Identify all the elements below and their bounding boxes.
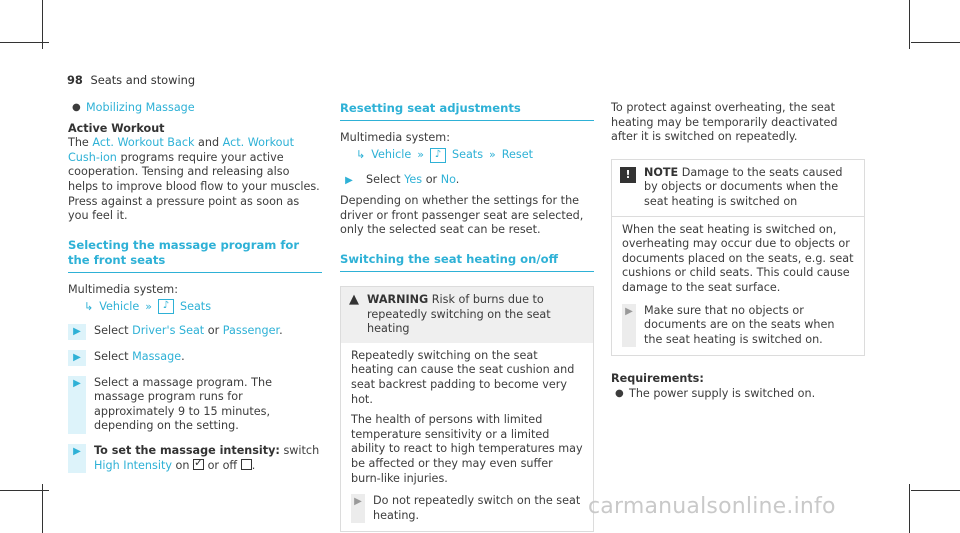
step-text: Select a massage program. The massage program runs for approximately 9 to 15 minutes, depending on the setting. [94,375,272,433]
warning-label: WARNING [367,292,429,306]
note-text: Damage to the seats caused by objects or documents when the seat heating is switched on [644,165,843,208]
checkbox-checked-icon [193,459,204,470]
text: programs require your active cooperation. Tensing and releasing also helps to improve blood flow to your muscles. Press against a pressure point as soon as you feel it. [68,150,320,223]
play-icon: ▶ [73,377,81,389]
crop-mark [909,484,910,533]
text: or [204,324,223,338]
section-heading: Switching the seat heating on/off [340,252,594,272]
watermark: carmanualsonline.info [588,494,836,519]
warning-step [351,494,583,523]
active-workout-title: Active Workout [68,121,165,135]
page-header [67,73,195,88]
step-item [68,376,322,434]
path-vehicle[interactable]: Vehicle [371,147,412,161]
step-marker [68,376,86,434]
play-icon: ▶ [625,305,633,317]
step-marker [351,494,365,523]
chevron-double-icon: » [417,147,424,161]
yes-link[interactable]: Yes [404,172,423,186]
seat-icon: ♪ [430,148,446,163]
note-paragraph: When the seat heating is switched on, overheating may occur due to objects or documents placed on the seats, e.g. seat cushions or child seats. This could cause damage to the seat surface. [622,222,854,294]
passenger-link[interactable]: Passenger [222,324,280,338]
text: switch [279,443,320,457]
note-step [622,304,854,348]
play-icon: ▶ [73,326,81,338]
step-text [358,173,459,189]
crop-mark [0,42,49,43]
crop-mark [909,0,910,49]
text: and [194,136,223,150]
system-label: Multimedia system: [68,282,178,296]
step-item [68,444,322,473]
drivers-seat-link[interactable]: Driver's Seat [132,324,205,338]
text: or [422,172,441,186]
section-heading: Selecting the massage program for the front seats [68,238,322,273]
warning-paragraph: The health of persons with limited temperature sensitivity or a limited ability to react to high temperatures may be affected or they may even suffer burn-like injuries. [351,413,583,485]
text: . [279,324,283,338]
crop-mark [911,490,960,491]
warning-icon: ▲ [349,291,359,307]
path-arrow-icon: ↳ [84,299,94,313]
chevron-double-icon: » [145,299,152,313]
note-label: NOTE [644,165,679,179]
warning-body [341,343,593,532]
step-marker [68,324,86,340]
requirement-text: The power supply is switched on. [629,386,816,400]
text: Select [94,324,133,338]
mobilizing-massage-link[interactable]: Mobilizing Massage [86,101,195,114]
crop-mark [42,484,43,533]
text: . [455,172,460,186]
bullet-icon: ● [72,102,81,113]
path-arrow-icon: ↳ [356,147,366,161]
warning-paragraph: Repeatedly switching on the seat heating can cause the seat cushion and seat backrest padding to become very hot. [351,348,575,406]
crop-mark [0,490,49,491]
menu-path [68,299,322,314]
path-seats[interactable]: Seats [451,147,484,161]
warning-box [340,286,594,532]
play-icon: ▶ [73,351,81,363]
play-icon: ▶ [345,174,353,186]
step-bold: To set the massage intensity: [94,443,280,457]
no-link[interactable]: No [440,172,456,186]
active-workout-block [68,122,322,224]
step-text [86,444,322,473]
seat-icon: ♪ [158,299,174,314]
play-icon: ▶ [354,496,362,508]
step-text [86,350,185,366]
massage-link[interactable]: Massage [132,349,182,363]
path-seats[interactable]: Seats [179,299,212,313]
note-title [644,166,856,210]
high-intensity-link[interactable]: High Intensity [94,458,172,472]
page-number: 98 [67,73,83,87]
step-marker [68,444,86,473]
overheat-paragraph: To protect against overheating, the seat heating may be temporarily deactivated after it is switched on repeatedly. [611,101,838,144]
requirements-title: Requirements: [611,372,704,386]
text: Select [366,172,405,186]
warning-text: Risk of burns due to repeatedly switching on the seat heating [367,292,551,336]
reset-paragraph: Depending on whether the settings for the driver or front passenger seat are selected, only the selected seat can be reset. [340,194,584,237]
bullet-icon: ● [615,387,624,399]
system-label: Multimedia system: [340,131,450,144]
text: The [68,136,93,150]
list-item [611,387,865,402]
step-marker [68,350,86,366]
section-heading: Resetting seat adjustments [340,101,594,121]
act-workout-back-link[interactable]: Act. Workout Back [92,136,195,150]
list-item [68,101,322,116]
active-workout-text [68,136,322,224]
step-text: Do not repeatedly switch on the seat heating. [373,494,581,522]
menu-path [340,148,594,163]
checkbox-unchecked-icon [241,459,252,470]
step-text [86,324,283,340]
path-reset[interactable]: Reset [501,147,534,161]
step-item [340,173,594,189]
warning-header [341,287,593,343]
step-text: Make sure that no objects or documents are on the seats when the seat heating is switched on. [644,303,835,346]
warning-title [367,293,585,337]
section-title: Seats and stowing [90,73,196,87]
text: or off [204,458,241,472]
crop-mark [911,42,960,43]
note-box [611,159,865,357]
column-3 [611,101,865,402]
note-header [612,160,864,216]
note-icon: ! [620,167,636,183]
text: Select [94,349,133,363]
column-2 [340,101,594,532]
text: . [181,349,185,363]
step-item [68,324,322,340]
text: . [251,458,256,472]
step-marker [340,173,358,189]
act-workout-cushion-link[interactable]: Act. Workout Cush-ion [68,136,294,164]
text: on [171,458,194,472]
chevron-double-icon: » [489,147,496,161]
step-marker [622,304,636,348]
column-1 [68,101,322,473]
step-item [68,350,322,366]
note-body [612,216,864,356]
play-icon: ▶ [73,445,81,457]
path-vehicle[interactable]: Vehicle [99,299,140,313]
